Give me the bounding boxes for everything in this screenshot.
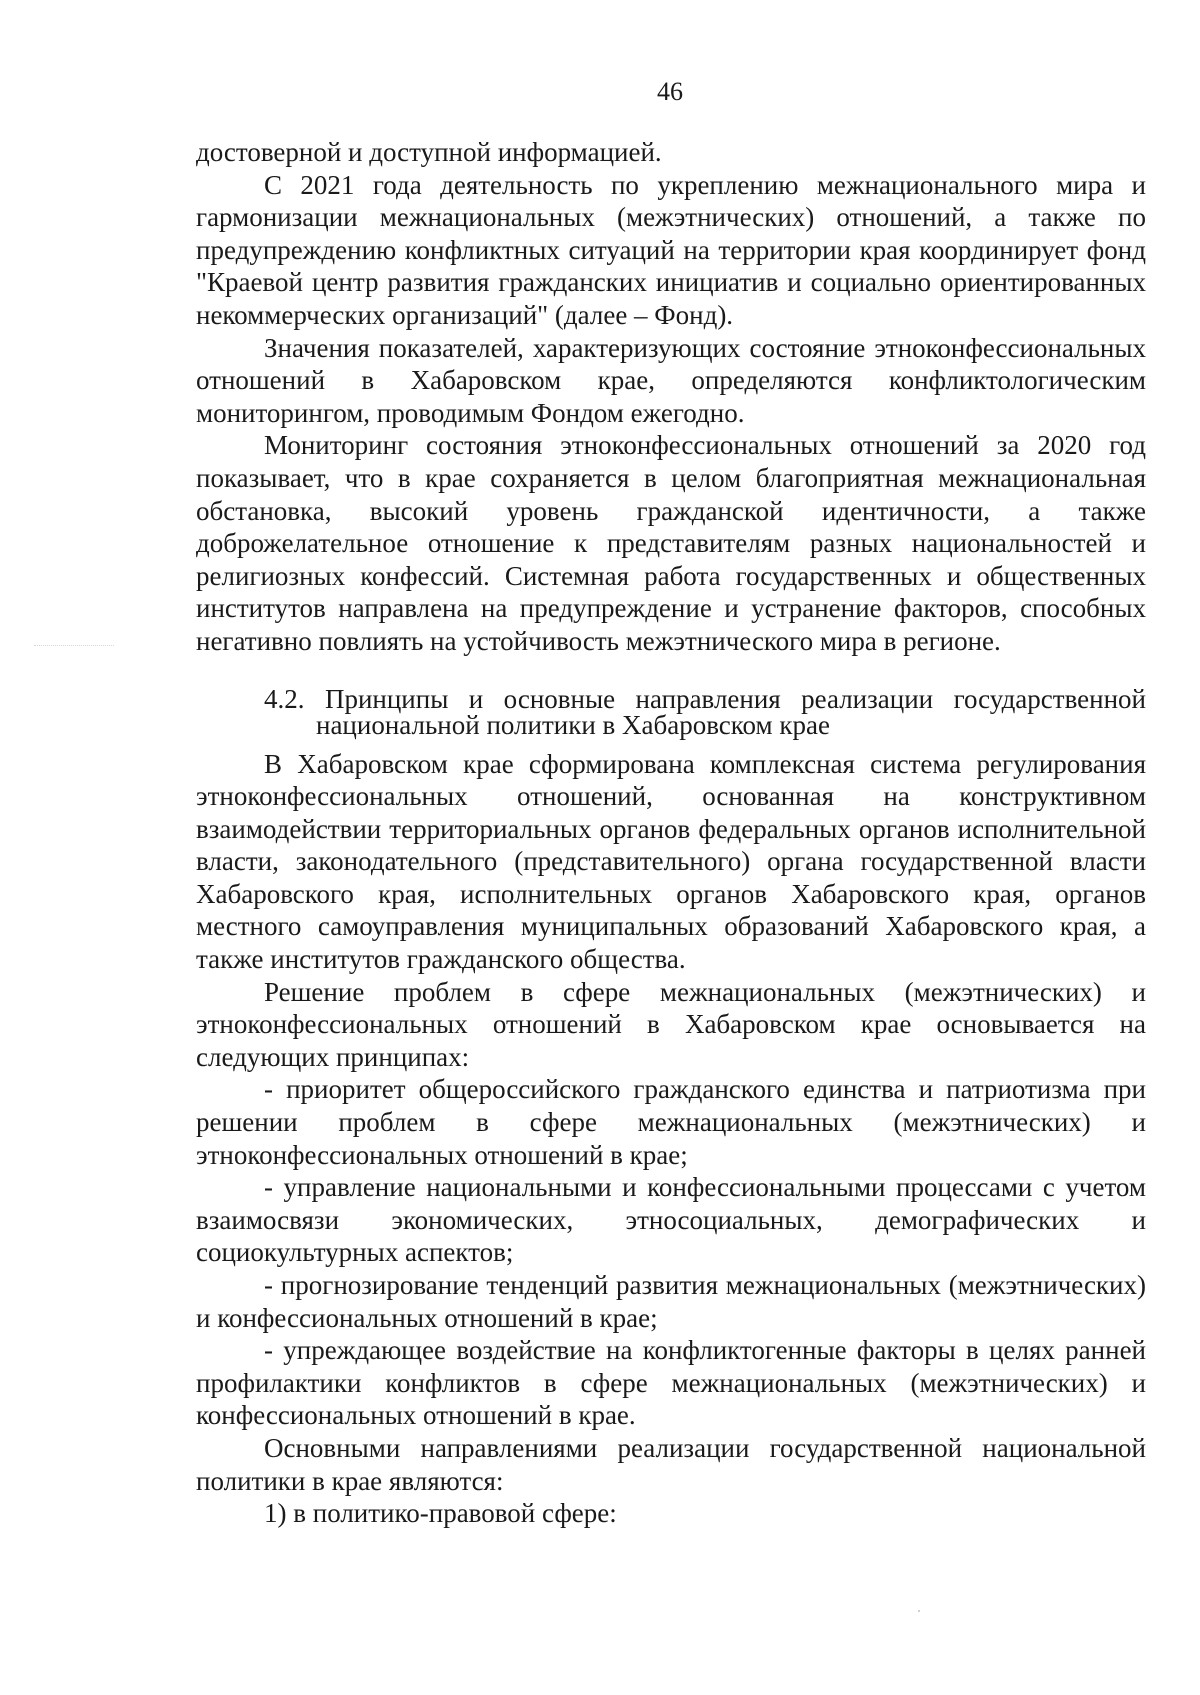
paragraph-fund: С 2021 года деятельность по укреплению межнационального мира и гармонизации межнациональных (межэтнических) отношений, а также по предупреждению конфликтных ситуаций на территории края координирует фонд "Краевой центр развития гражданских инициатив и социально ориентированных некоммерческих организаций" (далее – Фонд). [196, 169, 1146, 330]
list-item-principle-4: - упреждающее воздействие на конфликтогенные факторы в целях ранней профилактики конфликтов в сфере межнациональных (межэтнических) и конфессиональных отношений в крае. [196, 1335, 1146, 1431]
scan-dot [918, 1610, 920, 1612]
paragraph-indicators: Значения показателей, характеризующих состояние этноконфессиональных отношений в Хабаровском крае, определяются конфликтологическим мониторингом, проводимым Фондом ежегодно. [196, 332, 1146, 428]
paragraph-monitoring: Мониторинг состояния этноконфессиональных отношений за 2020 год показывает, что в крае сохраняется в целом благоприятная межнациональная обстановка, высокий уровень гражданской идентичности, а также доброжелательное отношение к представителям разных национальностей и религиозных конфессий. Системная работа государственных и общественных институтов направлена на предупреждение и устранение факторов, способных негативно повлиять на устойчивость межэтнического мира в регионе. [196, 430, 1146, 656]
scan-artifact [34, 645, 114, 648]
paragraph-principles-intro: Решение проблем в сфере межнациональных (межэтнических) и этноконфессиональных отношений в Хабаровском крае основывается на следующих принципах: [196, 976, 1146, 1072]
paragraph-directions-intro: Основными направлениями реализации государственной национальной политики в крае являются: [196, 1432, 1146, 1496]
list-item-direction-1: 1) в политико-правовой сфере: [264, 1498, 617, 1529]
list-item-principle-1: - приоритет общероссийского гражданского единства и патриотизма при решении проблем в сфере межнациональных (межэтнических) и этноконфессиональных отношений в крае; [196, 1074, 1146, 1170]
page-number: 46 [657, 77, 683, 106]
section-heading-line-2: национальной политики в Хабаровском крае [316, 709, 830, 740]
list-item-principle-2: - управление национальными и конфессиональными процессами с учетом взаимосвязи экономических, этносоциальных, демографических и социокультурных аспектов; [196, 1172, 1146, 1268]
document-body [196, 136, 1146, 1530]
section-heading-line-1: 4.2. Принципы и основные направления реализации государственной [264, 683, 1146, 714]
paragraph-system: В Хабаровском крае сформирована комплексная система регулирования этноконфессиональных отношений, основанная на конструктивном взаимодействии территориальных органов федеральных органов исполнительной власти, законодательного (представительного) органа государственной власти Хабаровского края, исполнительных органов Хабаровского края, органов местного самоуправления муниципальных образований Хабаровского края, а также институтов гражданского общества. [196, 748, 1146, 975]
list-item-principle-3: - прогнозирование тенденций развития межнациональных (межэтнических) и конфессиональных отношений в крае; [196, 1270, 1146, 1333]
paragraph-continuation: достоверной и доступной информацией. [196, 137, 662, 167]
section-heading [196, 683, 1146, 740]
